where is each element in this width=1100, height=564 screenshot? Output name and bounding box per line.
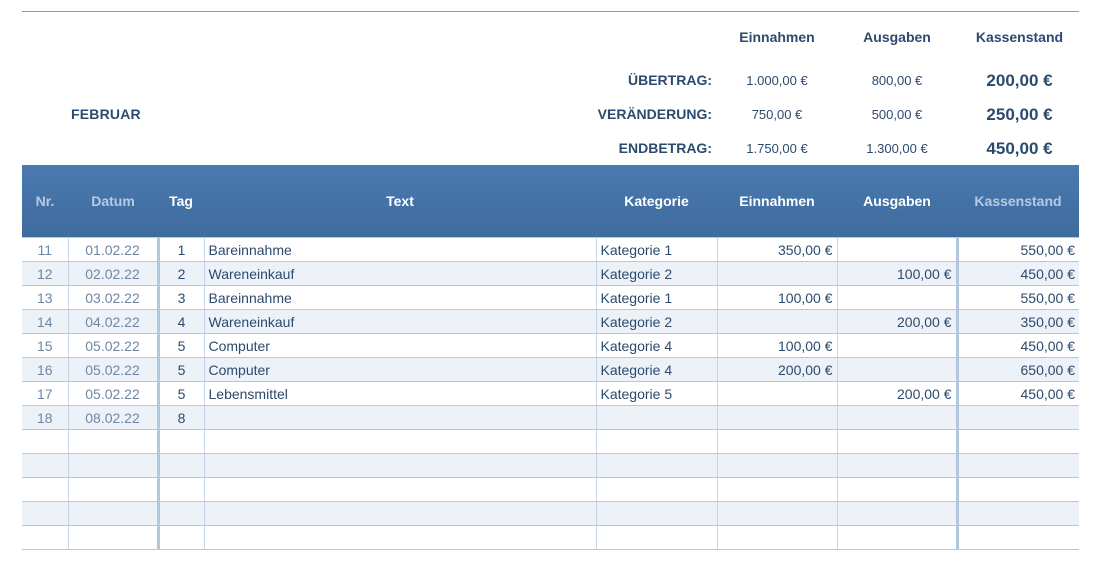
column-header-kategorie[interactable]: Kategorie (596, 165, 717, 238)
cell-einnahmen[interactable] (717, 406, 837, 430)
cell-kassenstand[interactable] (957, 454, 1079, 478)
cell-einnahmen[interactable] (717, 454, 837, 478)
cell-tag[interactable]: 5 (158, 382, 204, 406)
cell-datum[interactable]: 05.02.22 (68, 334, 158, 358)
cell-kassenstand[interactable] (957, 502, 1079, 526)
cell-datum[interactable] (68, 502, 158, 526)
table-row (22, 502, 1079, 526)
cell-ausgaben[interactable] (837, 334, 957, 358)
cell-einnahmen[interactable]: 350,00 € (717, 238, 837, 262)
ledger-table (22, 165, 1079, 550)
cell-tag[interactable] (158, 526, 204, 550)
cell-text[interactable] (204, 430, 596, 454)
cell-kategorie[interactable]: Kategorie 1 (596, 238, 717, 262)
cell-nr[interactable]: 11 (22, 238, 68, 262)
column-header-einnahmen[interactable]: Einnahmen (717, 165, 837, 238)
summary-uebertrag-kassenstand: 200,00 € (986, 71, 1053, 90)
cell-datum[interactable]: 04.02.22 (68, 310, 158, 334)
cell-datum[interactable]: 05.02.22 (68, 382, 158, 406)
cell-kategorie[interactable] (596, 454, 717, 478)
cell-kassenstand[interactable]: 350,00 € (957, 310, 1079, 334)
cell-kategorie[interactable] (596, 430, 717, 454)
table-row (22, 238, 1079, 262)
cell-tag[interactable] (158, 430, 204, 454)
cell-datum[interactable] (68, 430, 158, 454)
cell-text[interactable] (204, 454, 596, 478)
table-row (22, 310, 1079, 334)
cell-kassenstand[interactable]: 450,00 € (957, 382, 1079, 406)
cell-datum[interactable]: 03.02.22 (68, 286, 158, 310)
cell-ausgaben[interactable] (837, 286, 957, 310)
cell-ausgaben[interactable] (837, 430, 957, 454)
cell-ausgaben[interactable]: 200,00 € (837, 310, 957, 334)
cell-nr[interactable] (22, 502, 68, 526)
cell-nr[interactable]: 13 (22, 286, 68, 310)
cell-tag[interactable]: 2 (158, 262, 204, 286)
summary-endbetrag-einnahmen: 1.750,00 € (746, 141, 808, 156)
cell-einnahmen[interactable]: 100,00 € (717, 334, 837, 358)
cell-datum[interactable]: 01.02.22 (68, 238, 158, 262)
cell-text[interactable]: Computer (204, 334, 596, 358)
cell-einnahmen[interactable] (717, 478, 837, 502)
table-row (22, 382, 1079, 406)
summary-endbetrag-kassenstand: 450,00 € (986, 139, 1053, 158)
cell-text[interactable] (204, 478, 596, 502)
ledger-table-container (22, 165, 1079, 550)
cell-nr[interactable]: 15 (22, 334, 68, 358)
table-row (22, 358, 1079, 382)
cell-tag[interactable] (158, 478, 204, 502)
column-header-nr[interactable]: Nr. (22, 165, 68, 238)
summary-label-veraenderung: VERÄNDERUNG: (597, 106, 712, 122)
summary-uebertrag-ausgaben: 800,00 € (871, 73, 923, 88)
summary-veraenderung-einnahmen: 750,00 € (751, 107, 803, 122)
cell-kassenstand[interactable] (957, 430, 1079, 454)
cell-nr[interactable] (22, 430, 68, 454)
cell-text[interactable] (204, 526, 596, 550)
cell-ausgaben[interactable] (837, 526, 957, 550)
cell-ausgaben[interactable] (837, 238, 957, 262)
cell-nr[interactable]: 14 (22, 310, 68, 334)
cell-text[interactable]: Wareneinkauf (204, 262, 596, 286)
summary-veraenderung-ausgaben: 500,00 € (871, 107, 923, 122)
cell-kategorie[interactable] (596, 526, 717, 550)
cell-tag[interactable]: 5 (158, 334, 204, 358)
cell-kategorie[interactable] (596, 478, 717, 502)
summary-endbetrag-ausgaben: 1.300,00 € (866, 141, 928, 156)
cell-text[interactable]: Bareinnahme (204, 238, 596, 262)
cell-kategorie[interactable]: Kategorie 4 (596, 334, 717, 358)
summary-uebertrag-einnahmen: 1.000,00 € (746, 73, 808, 88)
month-title: FEBRUAR (71, 106, 141, 122)
cell-kassenstand[interactable] (957, 406, 1079, 430)
column-header-datum[interactable]: Datum (68, 165, 158, 238)
table-row (22, 478, 1079, 502)
cell-ausgaben[interactable] (837, 358, 957, 382)
cell-ausgaben[interactable] (837, 502, 957, 526)
cell-kategorie[interactable]: Kategorie 4 (596, 358, 717, 382)
table-row (22, 262, 1079, 286)
cell-einnahmen[interactable]: 100,00 € (717, 286, 837, 310)
cell-kassenstand[interactable]: 550,00 € (957, 286, 1079, 310)
cell-tag[interactable]: 5 (158, 358, 204, 382)
cell-datum[interactable]: 05.02.22 (68, 358, 158, 382)
top-divider (22, 11, 1079, 12)
cell-nr[interactable]: 16 (22, 358, 68, 382)
cell-nr[interactable]: 17 (22, 382, 68, 406)
table-body (22, 238, 1079, 550)
summary-label-endbetrag: ENDBETRAG: (618, 140, 712, 156)
table-header-row (22, 165, 1079, 238)
cell-ausgaben[interactable] (837, 478, 957, 502)
cell-einnahmen[interactable] (717, 502, 837, 526)
table-row (22, 286, 1079, 310)
cell-kassenstand[interactable]: 650,00 € (957, 358, 1079, 382)
cell-tag[interactable]: 3 (158, 286, 204, 310)
cell-datum[interactable]: 02.02.22 (68, 262, 158, 286)
cell-kassenstand[interactable] (957, 478, 1079, 502)
cell-text[interactable]: Computer (204, 358, 596, 382)
cell-einnahmen[interactable] (717, 262, 837, 286)
cell-einnahmen[interactable] (717, 382, 837, 406)
cell-kategorie[interactable]: Kategorie 2 (596, 310, 717, 334)
cell-datum[interactable]: 08.02.22 (68, 406, 158, 430)
cell-kassenstand[interactable]: 450,00 € (957, 334, 1079, 358)
cell-nr[interactable] (22, 478, 68, 502)
cell-ausgaben[interactable]: 200,00 € (837, 382, 957, 406)
cell-nr[interactable]: 18 (22, 406, 68, 430)
cell-text[interactable]: Bareinnahme (204, 286, 596, 310)
column-header-text[interactable]: Text (204, 165, 596, 238)
summary-header-kassenstand: Kassenstand (975, 29, 1064, 45)
table-row (22, 430, 1079, 454)
cell-text[interactable] (204, 406, 596, 430)
table-row (22, 454, 1079, 478)
cell-kassenstand[interactable]: 450,00 € (957, 262, 1079, 286)
cell-kategorie[interactable] (596, 502, 717, 526)
cell-einnahmen[interactable] (717, 310, 837, 334)
cell-datum[interactable] (68, 478, 158, 502)
summary-header-einnahmen: Einnahmen (739, 29, 815, 45)
cell-text[interactable] (204, 502, 596, 526)
cell-nr[interactable] (22, 454, 68, 478)
cell-ausgaben[interactable]: 100,00 € (837, 262, 957, 286)
cell-datum[interactable] (68, 454, 158, 478)
cell-datum[interactable] (68, 526, 158, 550)
summary-veraenderung-kassenstand: 250,00 € (986, 105, 1053, 124)
cell-kassenstand[interactable]: 550,00 € (957, 238, 1079, 262)
cell-einnahmen[interactable] (717, 430, 837, 454)
column-header-kassenstand[interactable]: Kassenstand (957, 165, 1079, 238)
cell-kategorie[interactable]: Kategorie 5 (596, 382, 717, 406)
cell-einnahmen[interactable] (717, 526, 837, 550)
cell-einnahmen[interactable]: 200,00 € (717, 358, 837, 382)
column-header-tag[interactable]: Tag (158, 165, 204, 238)
cell-text[interactable]: Wareneinkauf (204, 310, 596, 334)
summary-header-ausgaben: Ausgaben (863, 29, 931, 45)
column-header-ausgaben[interactable]: Ausgaben (837, 165, 957, 238)
table-row (22, 334, 1079, 358)
cell-kategorie[interactable]: Kategorie 1 (596, 286, 717, 310)
cell-tag[interactable]: 4 (158, 310, 204, 334)
cell-kategorie[interactable]: Kategorie 2 (596, 262, 717, 286)
cell-kategorie[interactable] (596, 406, 717, 430)
summary-label-uebertrag: ÜBERTRAG: (628, 72, 712, 88)
cell-tag[interactable] (158, 502, 204, 526)
table-row (22, 526, 1079, 550)
cell-text[interactable]: Lebensmittel (204, 382, 596, 406)
cell-tag[interactable]: 8 (158, 406, 204, 430)
cell-nr[interactable]: 12 (22, 262, 68, 286)
cell-tag[interactable] (158, 454, 204, 478)
cell-kassenstand[interactable] (957, 526, 1079, 550)
cell-nr[interactable] (22, 526, 68, 550)
table-row (22, 406, 1079, 430)
cell-ausgaben[interactable] (837, 406, 957, 430)
cell-tag[interactable]: 1 (158, 238, 204, 262)
cell-ausgaben[interactable] (837, 454, 957, 478)
